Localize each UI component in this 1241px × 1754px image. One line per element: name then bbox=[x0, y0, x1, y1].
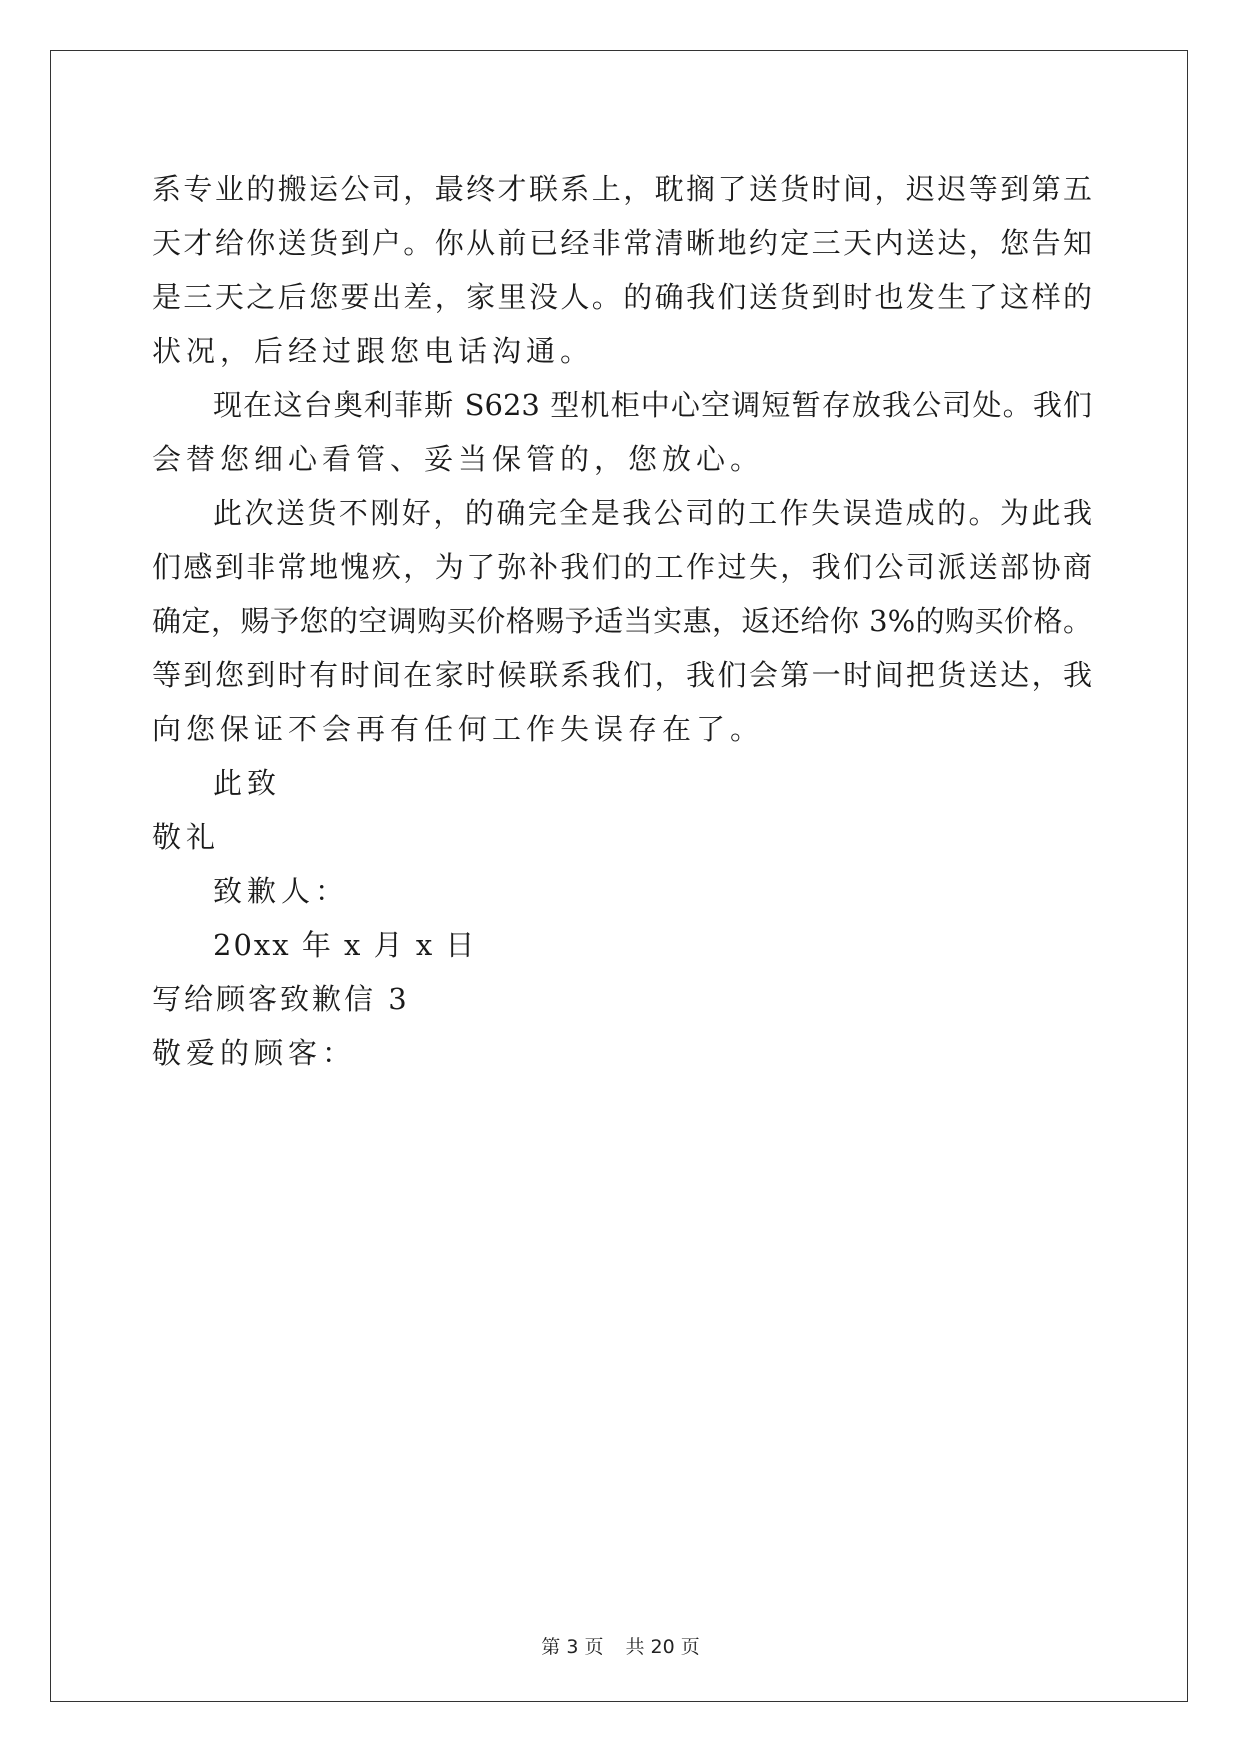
text-line-6: 会替您细心看管、妥当保管的，您放心。 bbox=[152, 442, 765, 476]
text-line-2: 天才给你送货到户。你从前已经非常清晰地约定三天内送达，您告知 bbox=[152, 226, 1092, 260]
text-line-5: 现在这台奥利菲斯 S623 型机柜中心空调短暂存放我公司处。我们 bbox=[213, 388, 1092, 422]
text-line-7: 此次送货不刚好，的确完全是我公司的工作失误造成的。为此我 bbox=[213, 496, 1092, 530]
text-line-10: 等到您到时有时间在家时候联系我们，我们会第一时间把货送达，我 bbox=[152, 658, 1092, 692]
signature-label: 致歉人： bbox=[213, 874, 350, 908]
text-line-11: 向您保证不会再有任何工作失误存在了。 bbox=[152, 712, 765, 746]
greeting: 敬爱的顾客： bbox=[152, 1036, 357, 1070]
text-line-4: 状况，后经过跟您电话沟通。 bbox=[152, 334, 595, 368]
page-total: 共 20 页 bbox=[625, 1636, 700, 1658]
closing-regards: 敬礼 bbox=[152, 820, 221, 854]
text-line-8: 们感到非常地愧疚，为了弥补我们的工作过失，我们公司派送部协商 bbox=[152, 550, 1092, 584]
page-footer bbox=[0, 1632, 1241, 1662]
text-line-9: 确定，赐予您的空调购买价格赐予适当实惠，返还给你 3%的购买价格。 bbox=[152, 604, 1092, 638]
text-line-1: 系专业的搬运公司，最终才联系上，耽搁了送货时间，迟迟等到第五 bbox=[152, 172, 1092, 206]
page-number: 第 3 页 bbox=[541, 1636, 604, 1658]
letter-date: 20xx 年 x 月 x 日 bbox=[213, 928, 477, 962]
section-title: 写给顾客致歉信 3 bbox=[152, 982, 410, 1016]
closing-salutation: 此致 bbox=[213, 766, 282, 800]
text-line-3: 是三天之后您要出差，家里没人。的确我们送货到时也发生了这样的 bbox=[152, 280, 1092, 314]
